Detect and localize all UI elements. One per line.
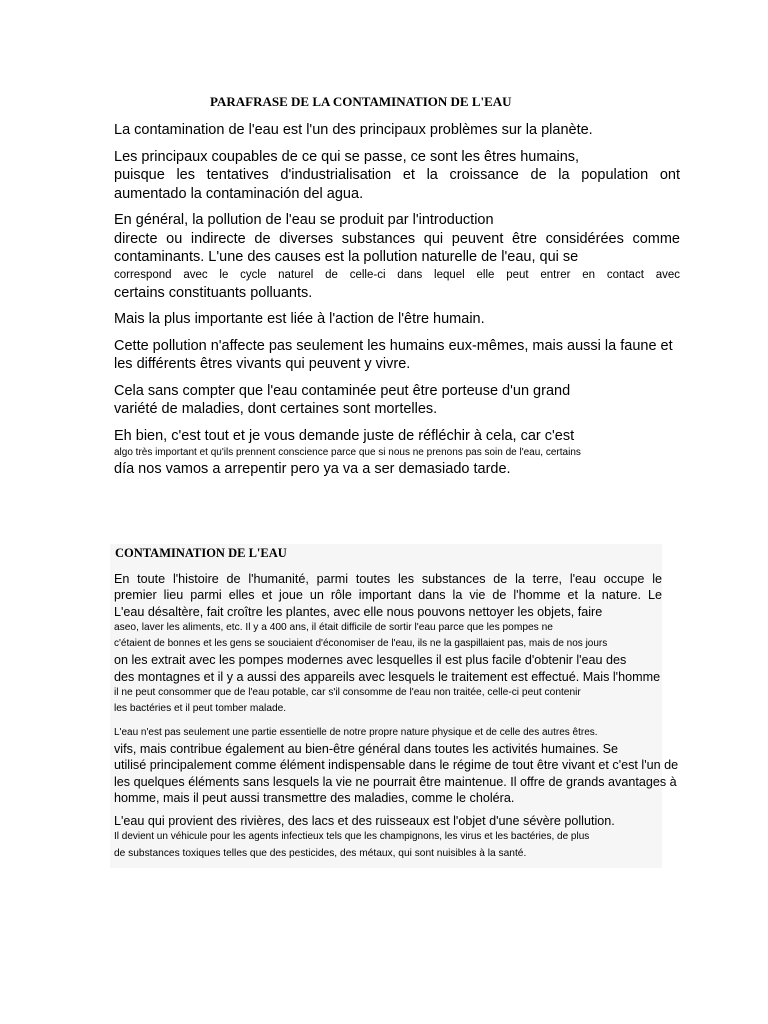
text-line: algo très important et qu'ils prennent conscience parce que si nous ne prenons pas soin de l'eau, certains bbox=[114, 447, 581, 458]
text-line: Eh bien, c'est tout et je vous demande juste de réfléchir à cela, car c'est bbox=[114, 427, 575, 444]
text-line: on les extrait avec les pompes modernes avec lesquelles il est plus facile d'obtenir l'eau des bbox=[114, 653, 627, 668]
text-line: aseo, laver les aliments, etc. Il y a 400 ans, il était difficile de sortir l'eau parce que les pompes ne bbox=[114, 621, 553, 633]
text-line: utilisé principalement comme élément indispensable dans le régime de tout être vivant et c'est l'un de bbox=[114, 758, 679, 773]
text-line: L'eau désaltère, fait croître les plantes, avec elle nous pouvons nettoyer les objets, faire bbox=[114, 604, 603, 619]
paragraph-2 bbox=[114, 725, 679, 806]
text-line: L'eau n'est pas seulement une partie essentielle de notre propre nature physique et de celle des autres êtres. bbox=[114, 726, 598, 738]
paragraph-6 bbox=[114, 382, 680, 419]
text-line: les différents êtres vivants qui peuvent y vivre. bbox=[114, 356, 411, 372]
text-line: les bactéries et il peut tomber malade. bbox=[114, 703, 287, 715]
text-line: correspond avec le cycle naturel de celle-ci dans lequel elle peut entrer en contact avec bbox=[114, 268, 680, 281]
text-line: Il devient un véhicule pour les agents infectieux tels que les champignons, les virus et les bactéries, de plus bbox=[114, 831, 590, 843]
paragraph-4 bbox=[114, 310, 680, 329]
text-line: En toute l'histoire de l'humanité, parmi toutes les substances de la terre, l'eau occupe le bbox=[114, 572, 662, 586]
text-line: directe ou indirecte de diverses substances qui peuvent être considérées comme bbox=[114, 230, 680, 247]
text-line: día nos vamos a arrepentir pero ya va a ser demasiado tarde. bbox=[114, 461, 511, 477]
document-title: PARAFRASE DE LA CONTAMINATION DE L'EAU bbox=[210, 94, 512, 109]
text-line: des montagnes et il y a aussi des appareils avec lesquels le traitement est effectué. Mais l'homme bbox=[114, 669, 661, 684]
text-line: puisque les tentatives d'industrialisation et la croissance de la population ont bbox=[114, 167, 680, 183]
text-line: En général, la pollution de l'eau se produit par l'introduction bbox=[114, 212, 494, 228]
paragraph-5 bbox=[114, 337, 680, 374]
text-line: aumentado la contaminación del agua. bbox=[114, 185, 364, 202]
text-line: contaminants. L'une des causes est la pollution naturelle de l'eau, qui se bbox=[114, 249, 579, 265]
text-line: La contamination de l'eau est l'un des principaux problèmes sur la planète. bbox=[114, 122, 593, 138]
text-line: les quelques éléments sans lesquels la vie ne pourrait être maintenue. Il offre de grands avantages à bbox=[114, 774, 677, 789]
text-line: variété de maladies, dont certaines sont mortelles. bbox=[114, 401, 438, 417]
text-line: vifs, mais contribue également au bien-être général dans toutes les activités humaines. Se bbox=[114, 741, 619, 756]
paragraph-3 bbox=[114, 211, 680, 302]
paragraph-1 bbox=[114, 121, 680, 140]
paragraph-2 bbox=[114, 148, 680, 204]
paragraph-3 bbox=[114, 813, 662, 862]
text-line: de substances toxiques telles que des pesticides, des métaux, qui sont nuisibles à la santé. bbox=[114, 847, 527, 859]
paraphrase-section bbox=[114, 121, 680, 487]
section-title: CONTAMINATION DE L'EAU bbox=[115, 546, 287, 560]
text-line: Cette pollution n'affecte pas seulement les humains eux-mêmes, mais aussi la faune et bbox=[114, 337, 673, 354]
text-line: il ne peut consommer que de l'eau potable, car s'il consomme de l'eau non traitée, celle-ci peut contenir bbox=[114, 687, 581, 699]
paragraph-7 bbox=[114, 427, 680, 479]
text-line: L'eau qui provient des rivières, des lacs et des ruisseaux est l'objet d'une sévère pollution. bbox=[114, 814, 615, 829]
text-line: c'étaient de bonnes et les gens se souciaient d'économiser de l'eau, ils ne la gaspillaient pas, mais de nos jours bbox=[114, 638, 608, 650]
text-line: homme, mais il peut aussi transmettre des maladies, comme le choléra. bbox=[114, 790, 515, 805]
text-line: Les principaux coupables de ce qui se passe, ce sont les êtres humains, bbox=[114, 148, 580, 165]
text-line: certains constituants polluants. bbox=[114, 284, 313, 301]
paragraph-1 bbox=[114, 571, 662, 718]
text-line: premier lieu parmi elles et joue un rôle important dans la vie de l'homme et la nature. Le bbox=[114, 588, 662, 603]
contamination-section bbox=[114, 571, 679, 869]
text-line: Cela sans compter que l'eau contaminée peut être porteuse d'un grand bbox=[114, 382, 571, 399]
text-line: Mais la plus importante est liée à l'action de l'être humain. bbox=[114, 311, 485, 327]
